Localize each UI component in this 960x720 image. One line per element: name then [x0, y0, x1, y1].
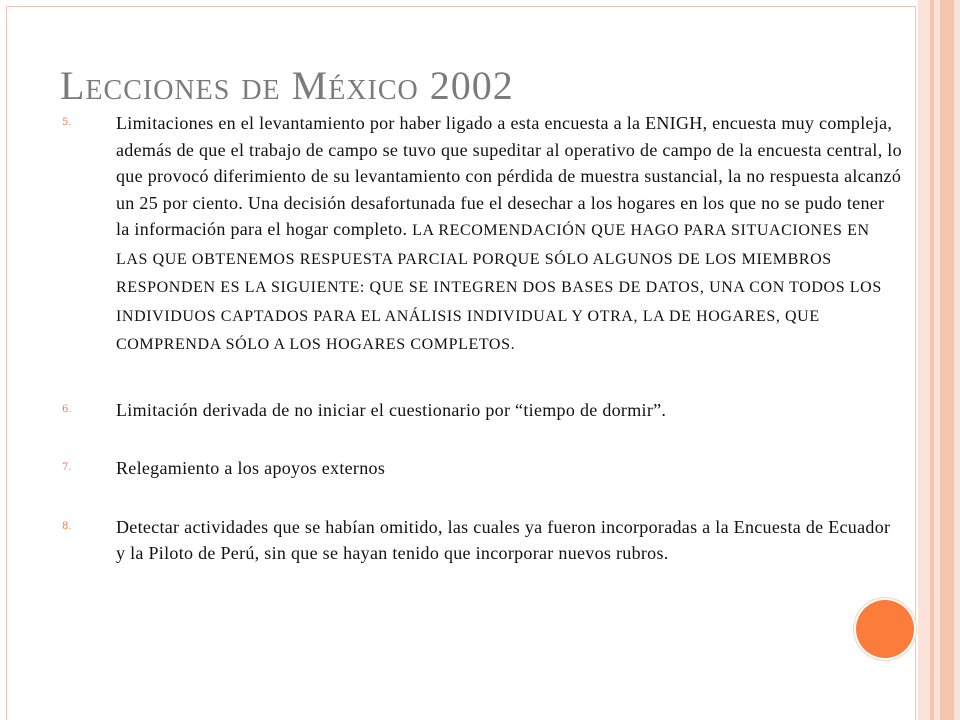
item-recommendation-text: LA RECOMENDACIÓN QUE HAGO PARA SITUACIONES EN LAS QUE OBTENEMOS RESPUESTA PARCIAL PORQUE SÓLO ALGUNOS DE LOS MIEMBROS RESPONDEN ES LA SIGUIENTE: QUE SE INTEGREN DOS BASES DE DATOS, UNA CON TODOS LOS INDIVIDUOS CAPTADOS PARA EL ANÁLISIS INDIVIDUAL Y OTRA, LA DE HOGARES, QUE COMPRENDA SÓLO A LOS HOGARES COMPLETOS.: [116, 222, 882, 353]
item-text: Limitación derivada de no iniciar el cuestionario por “tiempo de dormir”.: [116, 399, 667, 420]
stripe-light-3: [954, 0, 960, 720]
item-body-text: Limitaciones en el levantamiento por haber ligado a esta encuesta a la ENIGH, encuesta muy compleja, además de que el trabajo de campo se tuvo que supeditar al operativo de campo de la encuesta central, lo que provocó diferimiento de su levantamiento con pérdida de muestra sustancial, la no respuesta alcanzó un 25 por ciento. Una decisión desafortunada fue el desechar a los hogares en los que no se pudo tener la información para el hogar completo.: [116, 113, 902, 239]
item-number: 7.: [62, 462, 72, 473]
list-item: [62, 455, 902, 482]
item-number: 5.: [62, 117, 72, 128]
item-text: [116, 110, 902, 359]
list-item: [62, 514, 902, 567]
list-item: [62, 110, 902, 359]
list-item: [62, 397, 902, 424]
stripe-medium-2: [940, 0, 954, 720]
numbered-list: [62, 110, 902, 567]
decorative-orange-circle: [856, 600, 914, 658]
item-text: Relegamiento a los apoyos externos: [116, 458, 386, 478]
item-number: 6.: [62, 403, 72, 415]
stripe-light-1: [918, 0, 930, 720]
slide-title: Lecciones de México 2002: [60, 63, 514, 108]
item-number: 8.: [62, 520, 72, 532]
item-text: Detectar actividades que se habían omitido, las cuales ya fueron incorporadas a la Encuesta de Ecuador y la Piloto de Perú, sin que se hayan tenido que incorporar nuevos rubros.: [116, 516, 891, 563]
